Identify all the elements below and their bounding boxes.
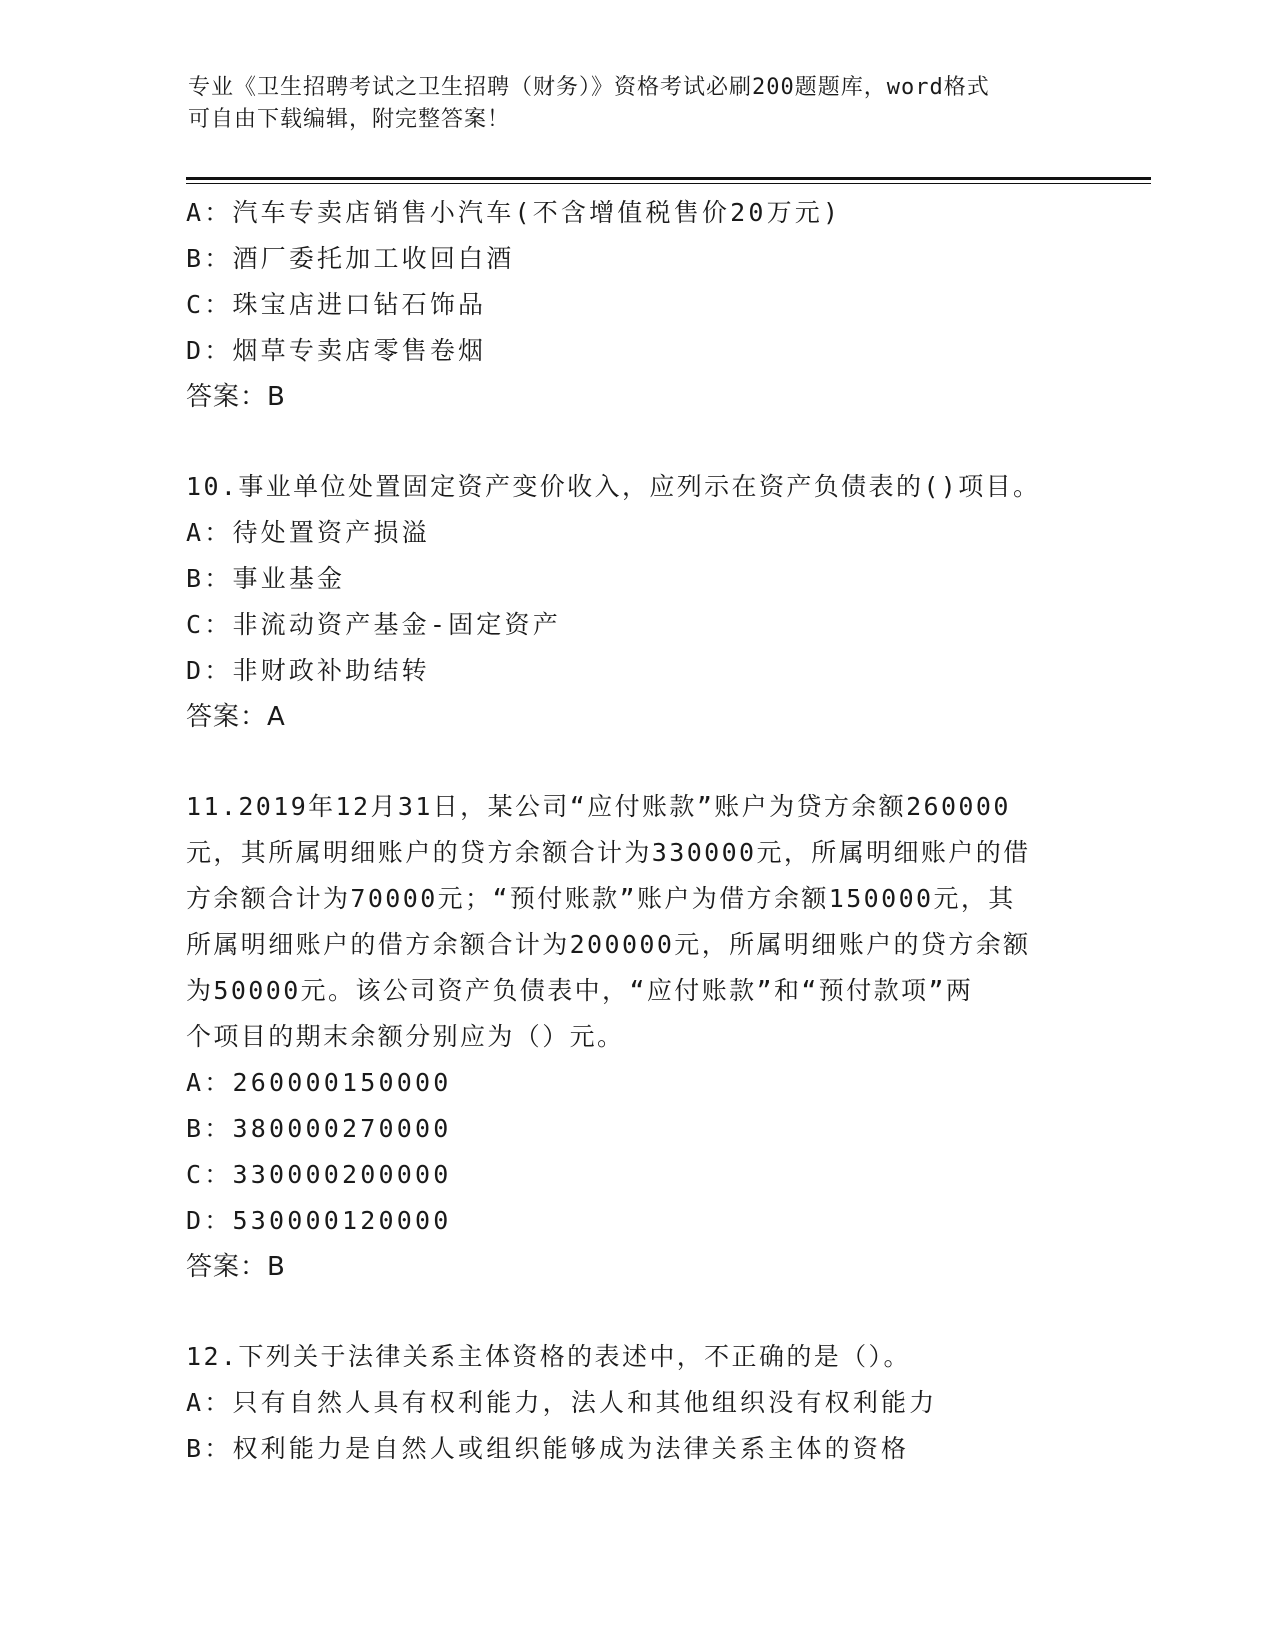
option-c: C：330000200000 (186, 1160, 452, 1189)
question-stem: 10.事业单位处置固定资产变价收入，应列示在资产负债表的()项目。 (186, 472, 1041, 501)
option-a: A：只有自然人具有权利能力，法人和其他组织没有权利能力 (186, 1388, 938, 1417)
option-a: A：汽车专卖店销售小汽车(不含增值税售价20万元) (186, 198, 842, 227)
question-list (186, 190, 1086, 1472)
question-stem-line: 为50000元。该公司资产负债表中，“应付账款”和“预付款项”两 (186, 976, 974, 1005)
answer-line: 答案：B (186, 1252, 286, 1282)
answer-line: 答案：A (186, 702, 286, 732)
option-a: A：260000150000 (186, 1068, 452, 1097)
question-stem-line: 个项目的期末余额分别应为（）元。 (186, 1022, 625, 1051)
question-block (186, 784, 1086, 1290)
document-header: 专业《卫生招聘考试之卫生招聘（财务）》资格考试必刷200题题库，word格式 可自由下载编辑，附完整答案！ (188, 75, 990, 132)
option-b: B：事业基金 (186, 564, 346, 593)
option-b: B：权利能力是自然人或组织能够成为法律关系主体的资格 (186, 1434, 910, 1463)
option-d: D：530000120000 (186, 1206, 452, 1235)
option-d: D：烟草专卖店零售卷烟 (186, 336, 487, 365)
option-b: B：380000270000 (186, 1114, 452, 1143)
option-c: C：非流动资产基金-固定资产 (186, 610, 561, 639)
question-block (186, 1334, 1086, 1472)
option-c: C：珠宝店进口钻石饰品 (186, 290, 487, 319)
option-b: B：酒厂委托加工收回白酒 (186, 244, 515, 273)
question-stem-line: 元，其所属明细账户的贷方余额合计为330000元，所属明细账户的借 (186, 838, 1031, 867)
question-block (186, 464, 1086, 740)
header-divider-thick (186, 177, 1151, 180)
header-divider-thin (186, 183, 1151, 184)
question-stem-line: 所属明细账户的借方余额合计为200000元，所属明细账户的贷方余额 (186, 930, 1031, 959)
answer-line: 答案：B (186, 382, 286, 412)
spacer (186, 1290, 1086, 1334)
question-stem-line: 方余额合计为70000元；“预付账款”账户为借方余额150000元，其 (186, 884, 1016, 913)
question-stem: 12.下列关于法律关系主体资格的表述中，不正确的是（）。 (186, 1342, 911, 1371)
question-stem-line: 11.2019年12月31日，某公司“应付账款”账户为贷方余额260000 (186, 792, 1011, 821)
question-block (186, 190, 1086, 420)
option-d: D：非财政补助结转 (186, 656, 430, 685)
option-a: A：待处置资产损溢 (186, 518, 430, 547)
spacer (186, 740, 1086, 784)
spacer (186, 420, 1086, 464)
